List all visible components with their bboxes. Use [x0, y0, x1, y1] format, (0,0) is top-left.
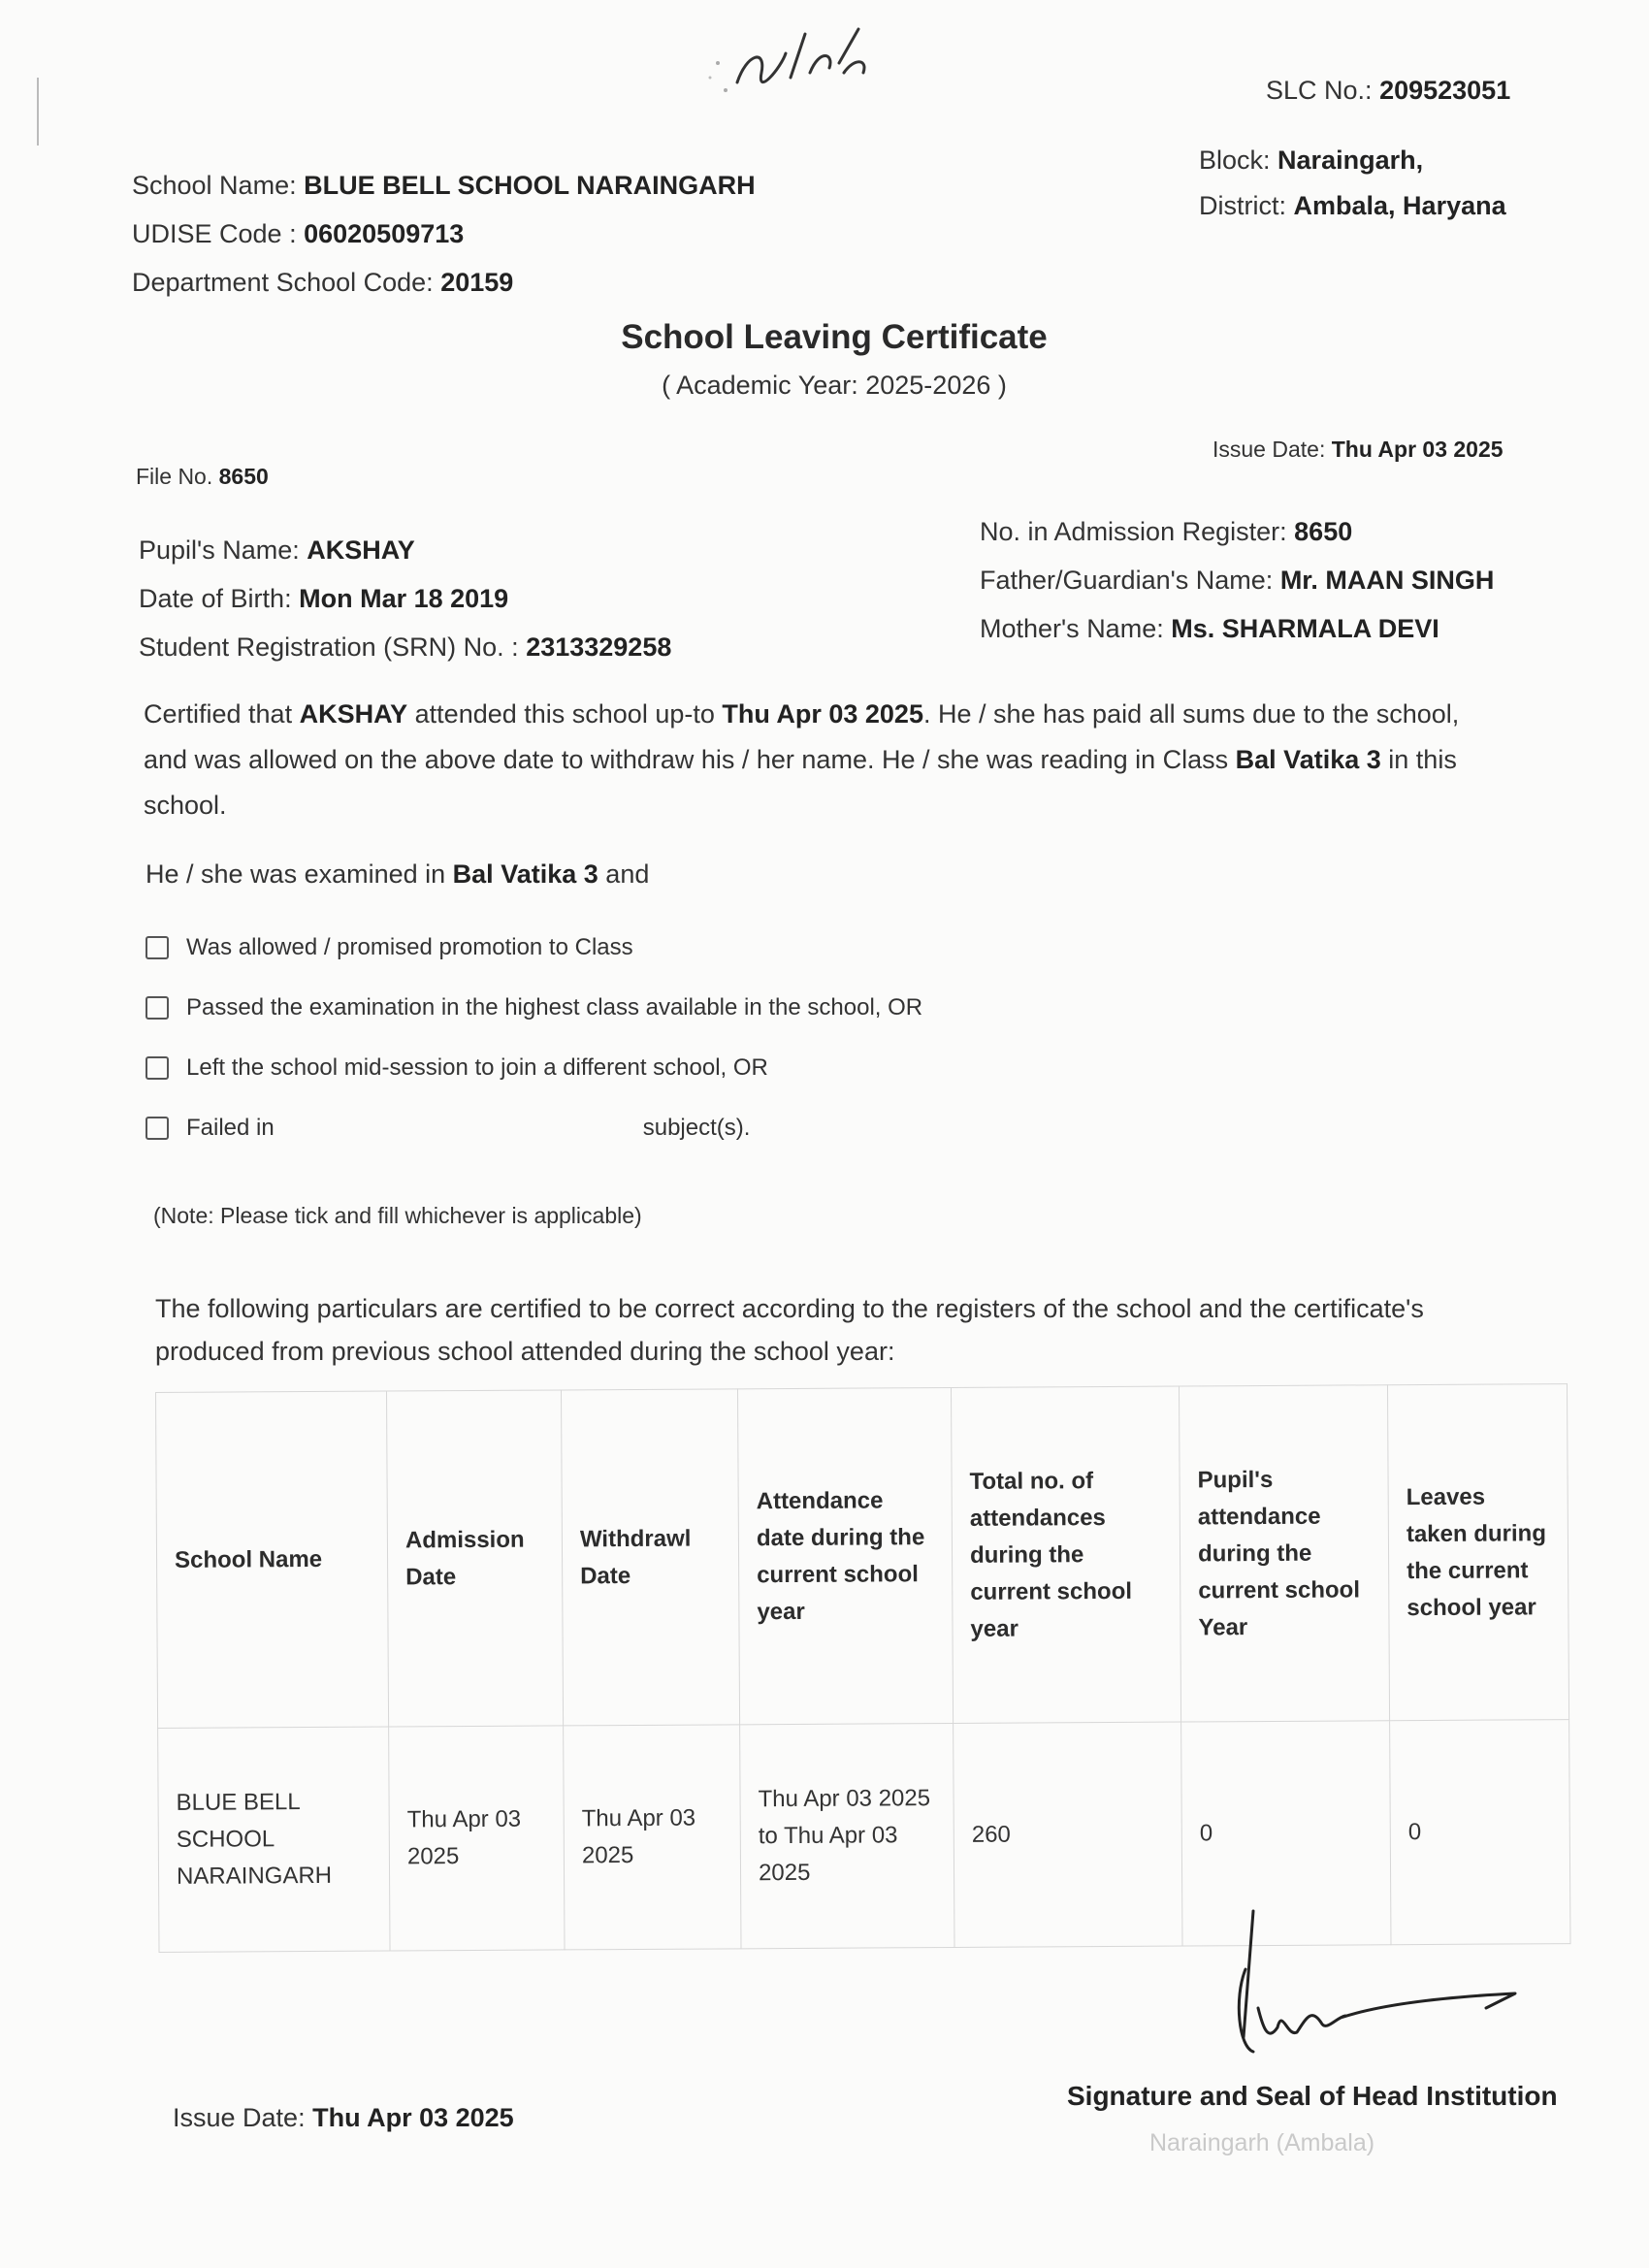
cell-leaves-taken: 0: [1390, 1720, 1570, 1945]
examination-statement: He / she was examined in Bal Vatika 3 and: [146, 859, 650, 889]
cell-admission-date: Thu Apr 03 2025: [389, 1726, 565, 1951]
checkbox-passed-highest-class[interactable]: [146, 996, 169, 1020]
option-promotion[interactable]: Was allowed / promised promotion to Class: [146, 934, 633, 961]
cell-pupil-attendance: 0: [1181, 1721, 1391, 1946]
header-leaves-taken: Leaves taken during the current school year: [1387, 1384, 1568, 1721]
cell-withdrawl-date: Thu Apr 03 2025: [564, 1725, 741, 1950]
option-left-mid-session[interactable]: Left the school mid-session to join a different school, OR: [146, 1054, 768, 1082]
checkbox-left-mid-session[interactable]: [146, 1056, 169, 1080]
header-attendance-date: Attendance date during the current school year: [737, 1387, 953, 1724]
header-total-attendances: Total no. of attendances during the current school year: [951, 1386, 1180, 1723]
option-passed-highest-class[interactable]: Passed the examination in the highest class available in the school, OR: [146, 994, 922, 1021]
checkbox-promotion[interactable]: [146, 936, 169, 959]
head-signature: [1224, 1901, 1554, 2095]
option-failed[interactable]: Failed in subject(s).: [146, 1115, 750, 1142]
handwritten-date-mark: [698, 15, 892, 112]
table-header-row: [156, 1384, 1569, 1729]
particulars-intro: The following particulars are certified to be correct according to the registers of the school and the certificate's produced from previous school attended during the school year:: [155, 1294, 1424, 1366]
header-pupil-attendance: Pupil's attendance during the current school Year: [1179, 1385, 1389, 1722]
certification-paragraph: Certified that AKSHAY attended this school up-to Thu Apr 03 2025. He / she has paid all sums due to the school, and was allowed on the above date to withdraw his / her name. He / she was reading in Class Bal Vatika 3 in this school.: [144, 699, 1460, 820]
udise-code: UDISE Code : 06020509713: [132, 219, 465, 248]
pupil-name: Pupil's Name: AKSHAY: [139, 535, 415, 565]
cell-attendance-date: Thu Apr 03 2025 to Thu Apr 03 2025: [740, 1723, 954, 1948]
scan-edge-mark: [37, 78, 39, 146]
failed-subjects-suffix: subject(s).: [642, 1115, 751, 1141]
certificate-title: School Leaving Certificate: [621, 318, 1048, 356]
cell-school-name: BLUE BELL SCHOOL NARAINGARH: [158, 1727, 390, 1952]
srn-number: Student Registration (SRN) No. : 2313329258: [139, 632, 672, 662]
checkbox-failed[interactable]: [146, 1117, 169, 1140]
cell-total-attendances: 260: [954, 1722, 1182, 1947]
signature-label: Signature and Seal of Head Institution: [1067, 2081, 1558, 2111]
mother-name: Mother's Name: Ms. SHARMALA DEVI: [980, 614, 1439, 643]
header-withdrawl-date: Withdrawl Date: [561, 1389, 739, 1726]
applicability-note: (Note: Please tick and fill whichever is applicable): [153, 1203, 642, 1228]
block-info: Block: Naraingarh,: [1199, 146, 1424, 175]
issue-date-top: Issue Date: Thu Apr 03 2025: [1212, 437, 1504, 462]
file-number: File No. 8650: [136, 464, 269, 489]
issue-date-bottom: Issue Date: Thu Apr 03 2025: [173, 2103, 514, 2132]
particulars-table: [155, 1383, 1571, 1953]
admission-register-number: No. in Admission Register: 8650: [980, 517, 1353, 546]
date-of-birth: Date of Birth: Mon Mar 18 2019: [139, 584, 509, 613]
district-info: District: Ambala, Haryana: [1199, 191, 1506, 220]
department-school-code: Department School Code: 20159: [132, 268, 514, 297]
seal-text: Naraingarh (Ambala): [1149, 2129, 1375, 2156]
header-admission-date: Admission Date: [386, 1390, 563, 1727]
academic-year: ( Academic Year: 2025-2026 ): [662, 371, 1007, 400]
slc-number: SLC No.: 209523051: [1266, 76, 1511, 105]
school-name: School Name: BLUE BELL SCHOOL NARAINGARH: [132, 171, 756, 200]
header-school-name: School Name: [156, 1391, 389, 1728]
father-guardian-name: Father/Guardian's Name: Mr. MAAN SINGH: [980, 566, 1495, 595]
